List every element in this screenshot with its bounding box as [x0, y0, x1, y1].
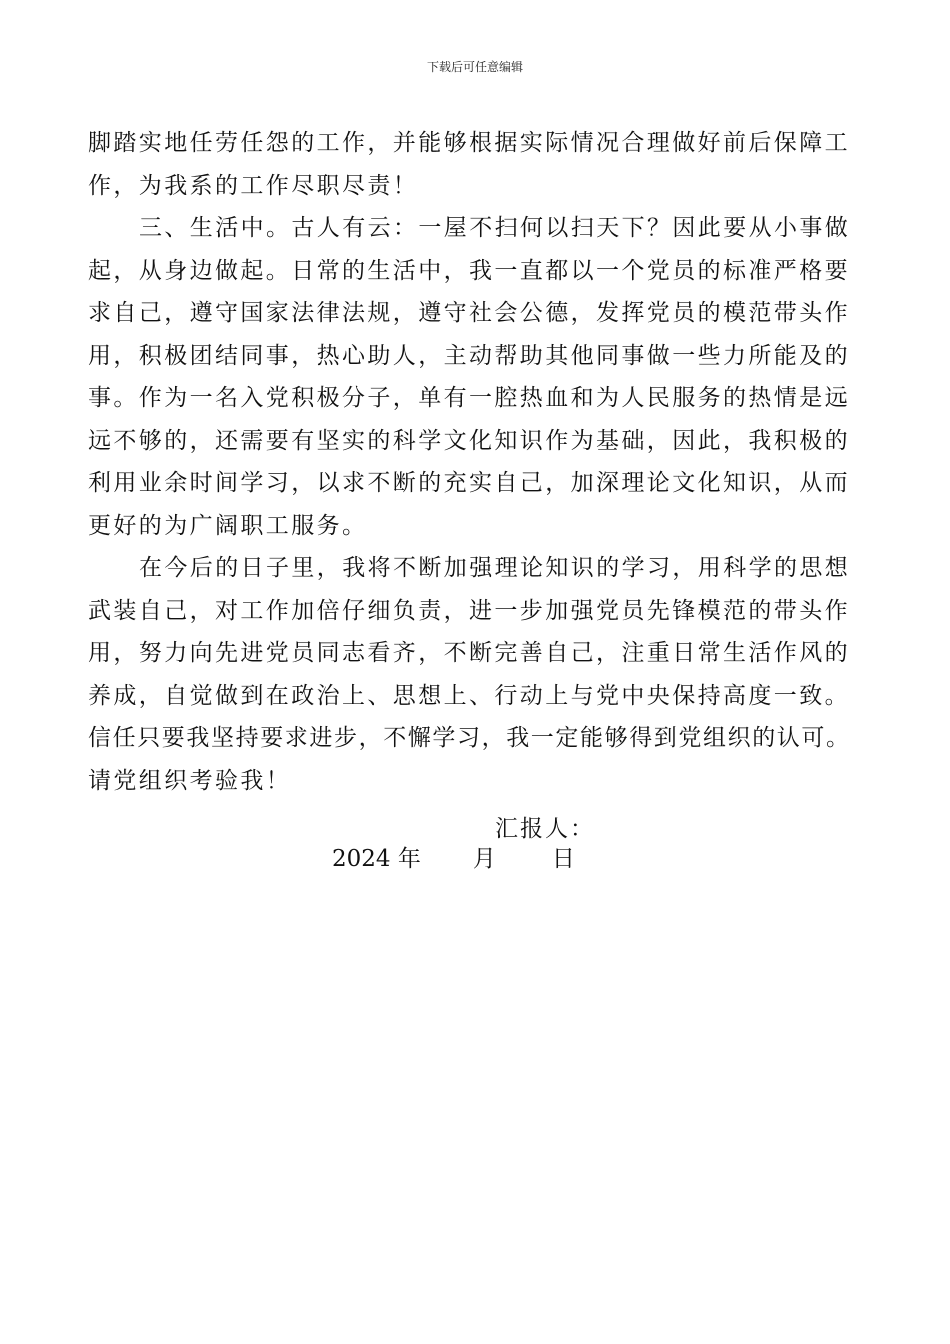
date-day: 日 [551, 846, 575, 872]
paragraph-1 [88, 122, 868, 207]
text-line: 更好的为广阔职工服务。 [88, 512, 368, 539]
reporter-signature-label: 汇报人： [495, 816, 595, 842]
date-year: 2024 年 [332, 846, 421, 872]
text-line: 求自己，遵守国家法律法规，遵守社会公德，发挥党员的模范带头作 [88, 300, 850, 326]
paragraph-3 [88, 547, 868, 802]
text-line: 远不够的，还需要有坚实的科学文化知识作为基础，因此，我积极的 [88, 427, 850, 454]
text-line: 事。作为一名入党积极分子，单有一腔热血和为人民服务的热情是远 [88, 385, 850, 411]
report-body [88, 122, 868, 802]
text-line: 脚踏实地任劳任怨的工作，并能够根据实际情况合理做好前后保障工 [88, 130, 850, 156]
text-line: 利用业余时间学习，以求不断的充实自己，加深理论文化知识，从而 [88, 470, 850, 496]
text-line: 用，努力向先进党员同志看齐，不断完善自己，注重日常生活作风的 [88, 640, 850, 666]
text-line: 请党组织考验我！ [88, 767, 292, 794]
date-month: 月 [472, 846, 496, 872]
text-line: 信任只要我坚持要求进步，不懈学习，我一定能够得到党组织的认可。 [88, 725, 851, 751]
text-line: 用，积极团结同事，热心助人，主动帮助其他同事做一些力所能及的 [88, 342, 850, 369]
text-line: 作，为我系的工作尽职尽责！ [88, 172, 419, 199]
text-line: 起，从身边做起。日常的生活中，我一直都以一个党员的标准严格要 [88, 257, 850, 284]
text-line: 三、生活中。古人有云：一屋不扫何以扫天下？因此要从小事做 [139, 215, 851, 241]
paragraph-2 [88, 207, 868, 547]
text-line: 养成，自觉做到在政治上、思想上、行动上与党中央保持高度一致。 [88, 682, 850, 709]
report-date [332, 840, 575, 873]
text-line: 在今后的日子里，我将不断加强理论知识的学习，用科学的思想 [139, 555, 851, 581]
text-line: 武装自己，对工作加倍仔细负责，进一步加强党员先锋模范的带头作 [88, 597, 850, 624]
page-header-note: 下载后可任意编辑 [426, 60, 523, 74]
